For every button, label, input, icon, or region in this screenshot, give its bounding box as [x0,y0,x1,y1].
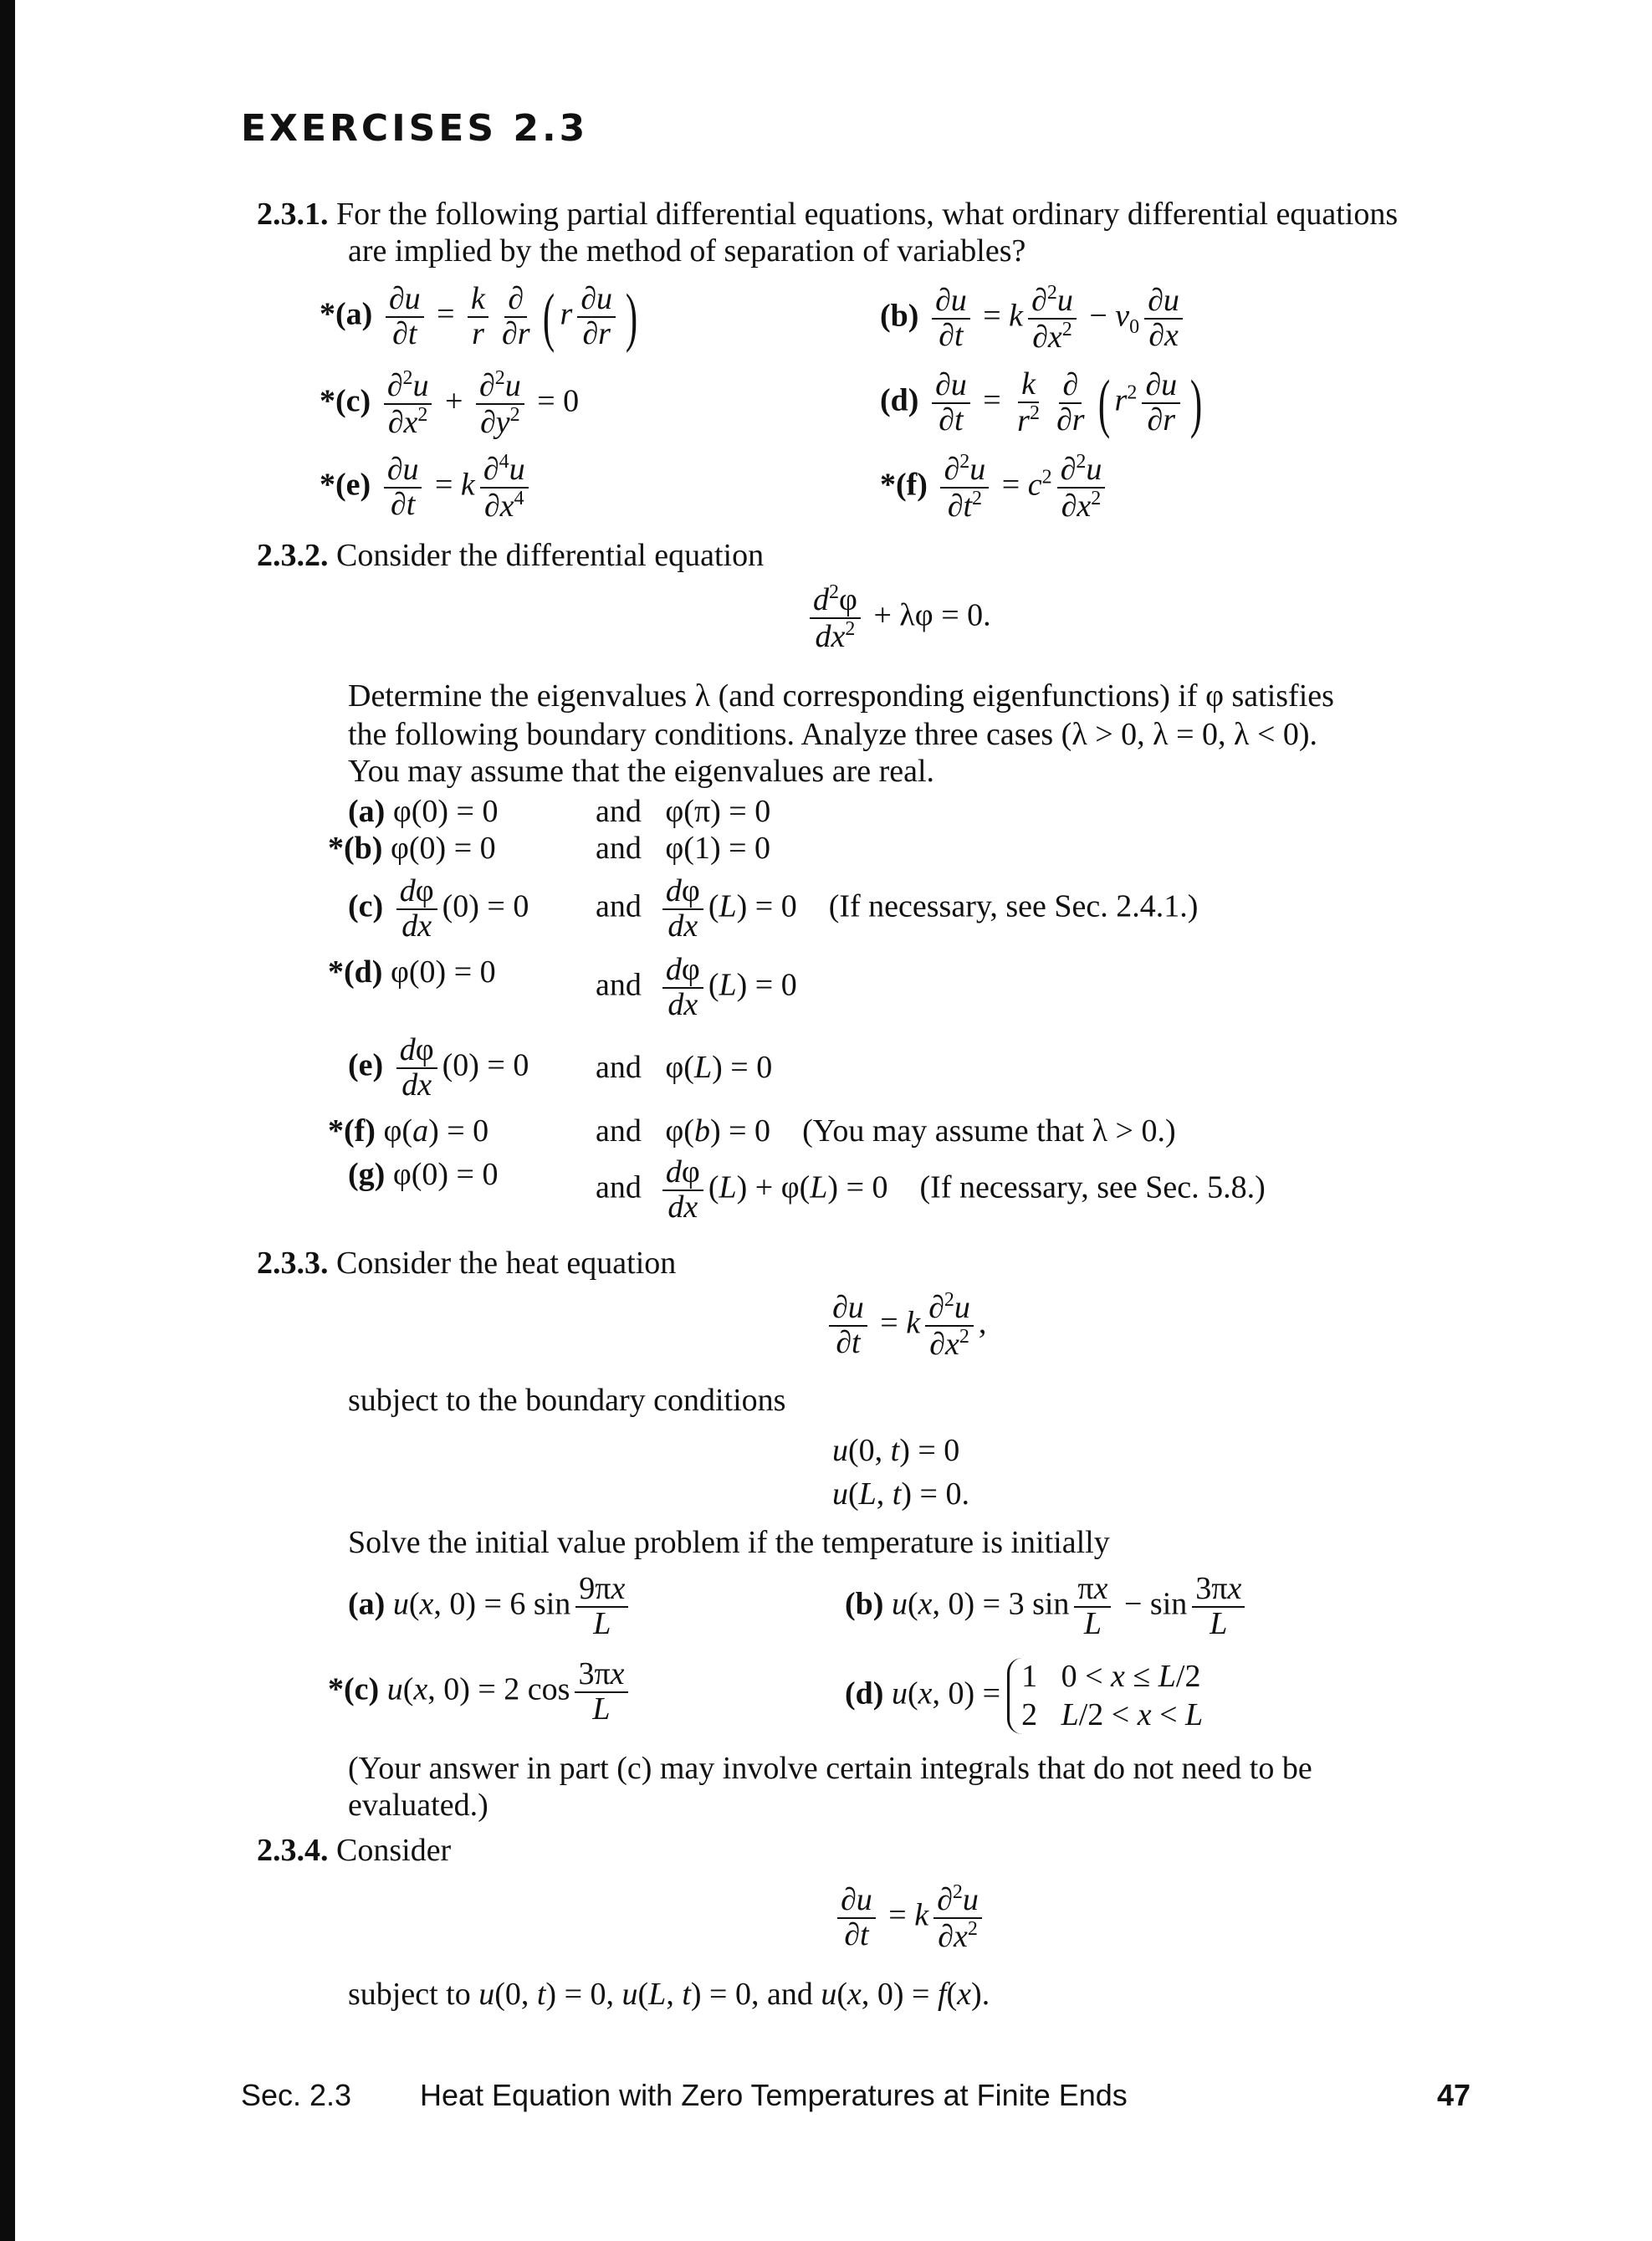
ic-d: (d) u(x, 0) = 1 0 < x ≤ L/2 2 L/2 < x < L [845,1658,1203,1734]
exercise-2-3-3-note1: (Your answer in part (c) may involve certain integrals that do not need to be [348,1751,1312,1786]
bc-c-right: and $\frac{d\varphi}{dx}$ (L) = 0 (If necessary, see Sec. 2.4.1.) [596,873,1199,944]
exercise-2-3-2-intro: 2.3.2. Consider the differential equation [257,538,765,573]
eq-2-3-1-e: *(e) $\frac{\partial u}{\partial t}$ = k $\frac{\partial^4u}{\partial x^4}$ [320,452,534,524]
bc-f-right: and φ(b) = 0 (You may assume that λ > 0.) [596,1113,1176,1149]
bc-e: (e) $\frac{d\varphi}{dx}$ (0) = 0 [348,1032,529,1103]
exercise-number: 2.3.1. [257,197,329,232]
page-number: 47 [1437,2078,1471,2112]
exercise-2-3-4-intro: 2.3.4. Consider [257,1833,452,1868]
bc-e-right: and φ(L) = 0 [596,1050,773,1085]
bc-b: *(b) φ(0) = 0 [328,831,496,866]
eq-2-3-3-heat: $\frac{\partial u}{\partial t}$ = k $\frac{\partial^2u}{\partial x^2}$ , [824,1290,986,1362]
exercise-2-3-3-solve: Solve the initial value problem if the temperature is initially [348,1525,1110,1560]
bc-d-right: and $\frac{d\varphi}{dx}$ (L) = 0 [596,952,797,1022]
exercise-2-3-1-line1 [257,196,1398,233]
exercise-2-3-2-p3: You may assume that the eigenvalues are real. [348,754,935,789]
footer-section: Sec. 2.3 [241,2078,352,2112]
exercise-2-3-3-note2: evaluated.) [348,1788,488,1823]
bc-g-right: and $\frac{d\varphi}{dx}$ (L) + φ(L) = 0 (If necessary, see Sec. 5.8.) [596,1154,1266,1225]
bc-2-3-3-right: u(L, t) = 0. [832,1476,969,1512]
exercise-2-3-1-line2: are implied by the method of separation of variables? [348,233,1026,269]
bc-b-right: and φ(1) = 0 [596,831,771,866]
bc-c: (c) $\frac{d\varphi}{dx}$ (0) = 0 [348,873,529,944]
ic-a: (a) u(x, 0) = 6 sin $\frac{9\pi x}{L}$ [348,1573,633,1641]
eq-2-3-1-c: *(c) $\frac{\partial^2u}{\partial x^2}$ + $\frac{\partial^2u}{\partial y^2}$ = 0 [320,367,580,440]
exercise-2-3-2-p2: the following boundary conditions. Analyze three cases (λ > 0, λ = 0, λ < 0). [348,717,1318,752]
eq-2-3-1-a: *(a) $\frac{\partial u}{\partial t}$ = $\frac{k}{r}$ ∂ ∂r ( r $\frac{\partial u}{\partial r}$ ) [320,279,638,353]
eq-2-3-1-f: *(f) $\frac{\partial^2u}{\partial t^2}$ = $c^2$ $\frac{\partial^2u}{\partial x^2}$ [880,452,1110,524]
book-spine-edge [0,0,15,2241]
footer-title: Heat Equation with Zero Temperatures at Finite Ends [420,2078,1128,2112]
bc-2-3-3-left: u(0, t) = 0 [832,1433,960,1468]
bc-f: *(f) φ(a) = 0 [328,1113,489,1149]
bc-a: (a) φ(0) = 0 [348,794,499,829]
bc-a-right: and φ(π) = 0 [596,794,771,829]
bc-d: *(d) φ(0) = 0 [328,954,496,990]
exercise-2-3-3-intro: 2.3.3. Consider the heat equation [257,1246,677,1281]
exercise-2-3-4-subject: subject to u(0, t) = 0, u(L, t) = 0, and u(x, 0) = f(x). [348,1977,990,2012]
exercise-2-3-3-subject: subject to the boundary conditions [348,1383,786,1418]
eq-2-3-1-b: (b) $\frac{\partial u}{\partial t}$ = k $\frac{\partial^2u}{\partial x^2}$ − $v_0$ $\frac{\partial u}{\partial x}$ [880,283,1188,355]
ic-b: (b) u(x, 0) = 3 sin $\frac{\pi x}{L}$ − sin $\frac{3\pi x}{L}$ [845,1573,1250,1641]
exercise-2-3-2-p1: Determine the eigenvalues λ (and corresponding eigenfunctions) if φ satisfies [348,678,1334,714]
ic-c: *(c) u(x, 0) = 2 cos $\frac{3\pi x}{L}$ [328,1658,633,1727]
eq-2-3-1-d: (d) $\frac{\partial u}{\partial t}$ = $\frac{k}{r^2}$ ∂ ∂r ( $r^2$ $\frac{\partial u}{\partial r}$ ) [880,366,1203,439]
bc-g: (g) φ(0) = 0 [348,1157,499,1192]
exercise-text: For the following partial differential equations, what ordinary differential equations [336,197,1399,232]
eq-2-3-4-heat: $\frac{\partial u}{\partial t}$ = k $\frac{\partial^2u}{\partial x^2}$ [832,1882,987,1954]
exercises-heading: EXERCISES 2.3 [241,107,589,150]
eq-2-3-2-ode: $\frac{d^2\varphi}{dx^2}$ + λφ = 0. [805,582,991,654]
